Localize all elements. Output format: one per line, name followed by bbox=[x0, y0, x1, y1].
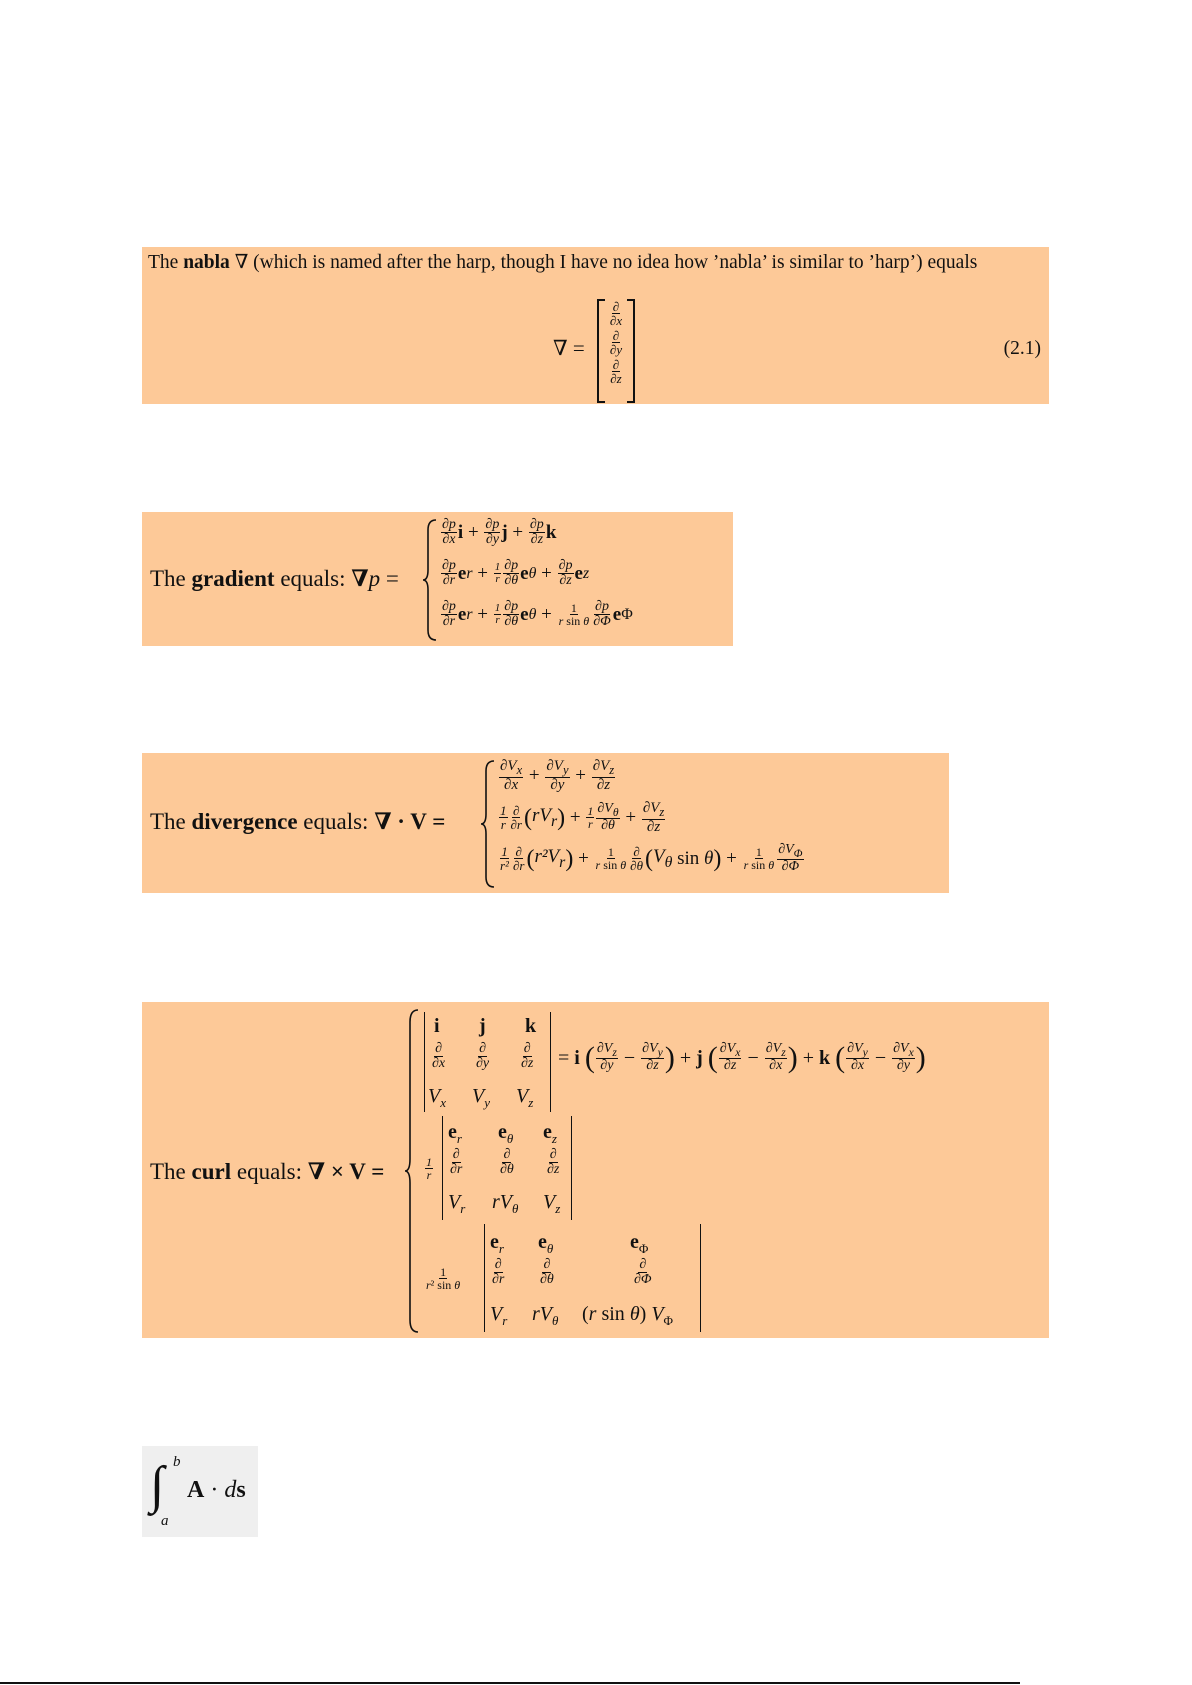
integral-sign-icon: ∫ bbox=[150, 1457, 165, 1514]
equation-number: (2.1) bbox=[1003, 338, 1041, 359]
integral-upper-limit: b bbox=[173, 1454, 181, 1470]
nabla-lhs: ∇ = bbox=[553, 336, 585, 360]
nabla-intro bbox=[148, 253, 977, 273]
gradient-term: gradient bbox=[191, 566, 275, 591]
gradient-pre: The bbox=[150, 566, 192, 591]
dy: ∂y bbox=[609, 342, 623, 357]
left-brace-icon bbox=[480, 759, 496, 889]
nabla-intro-post: ∇ (which is named after the harp, though I have no idea how ’nabla’ is similar to ’harp’) equals bbox=[229, 252, 978, 273]
nabla-component-y bbox=[609, 329, 623, 356]
nabla-component-z bbox=[609, 358, 622, 385]
gradient-row-cylindrical: $\frac{\partial p}{\partial r}$ e r + $\frac{1}{r}$ $\frac{\partial p}{\partial\theta}$ e θ + $\frac{\partial p}{\partial z}$ e z bbox=[442, 558, 590, 588]
divergence-post: equals: bbox=[297, 809, 375, 834]
nabla-vector bbox=[605, 300, 627, 385]
curl-row-2-text bbox=[142, 1002, 143, 1003]
curl-box bbox=[142, 1002, 1049, 1338]
divergence-term: divergence bbox=[191, 809, 298, 834]
curl-label bbox=[150, 1160, 384, 1183]
integral-body bbox=[187, 1478, 246, 1502]
page-bottom-rule bbox=[0, 1682, 1020, 1684]
nabla-box bbox=[142, 247, 1049, 404]
nabla-component-x bbox=[609, 300, 623, 327]
curl-row-spherical: $\frac{1}{\text{r² sin θ}}$ $e_r$ $e_\theta$ $e_\Phi$ $\frac{\partial}{\partial r}$ $\frac{\partial}{\partial\theta}$ $\frac{\partial}{\partial\Phi}$ $V_r$ $rV_\theta$ (r sin θ) $V_\Phi$ bbox=[422, 1224, 722, 1332]
divergence-pre: The bbox=[150, 809, 192, 834]
gradient-label bbox=[150, 567, 399, 590]
curl-term: curl bbox=[191, 1159, 232, 1184]
curl-lhs: ∇ × V = bbox=[307, 1159, 385, 1184]
gradient-row-cartesian: $\frac{\partial p}{\partial x}$ i + $\frac{\partial p}{\partial y}$ j + $\frac{\partial p}{\partial z}$ k bbox=[442, 517, 557, 547]
determinant-bar-left bbox=[424, 1012, 425, 1112]
vector-bracket-right bbox=[627, 299, 635, 403]
vector-s: s bbox=[236, 1477, 246, 1503]
gradient-box bbox=[142, 512, 733, 646]
curl-post: equals: bbox=[231, 1159, 308, 1184]
vector-bracket-left bbox=[597, 299, 605, 403]
fraction: $\frac{\partial p}{\partial x}$ bbox=[442, 517, 456, 547]
gradient-post: equals: bbox=[274, 566, 352, 591]
partial: ∂ bbox=[612, 357, 620, 372]
determinant-bar-right bbox=[550, 1012, 551, 1112]
differential-d: d bbox=[224, 1477, 237, 1503]
curl-row-cylindrical: $\frac{1}{r}$ $e_r$ $e_\theta$ $e_z$ $\frac{\partial}{\partial r}$ $\frac{\partial}{\partial\theta}$ $\frac{\partial}{\partial z}$ $V_r$ $rV_\theta$ $V_z$ bbox=[422, 1116, 622, 1220]
curl-pre: The bbox=[150, 1159, 192, 1184]
fraction: $\frac{\partial p}{\partial y}$ bbox=[485, 517, 500, 547]
nabla-intro-pre: The bbox=[148, 252, 184, 273]
partial: ∂ bbox=[612, 299, 620, 314]
divergence-row-2-text bbox=[0, 0, 1, 1]
dz: ∂z bbox=[610, 371, 622, 386]
divergence-row-spherical: $\frac{1}{\text{r²}}$ $\frac{\partial}{\partial r}$ ( $r^2V_r$ ) + $\frac{1}{\text{r sin θ}}$ $\frac{\partial}{\partial\theta}$ ( $V_\theta$ sin θ ) + $\frac{1}{\text{r sin θ}}$ $\frac{\partial V_\Phi}{\partial\Phi}$ bbox=[500, 842, 803, 875]
integral-box bbox=[142, 1446, 258, 1537]
gradient-var: p bbox=[368, 566, 381, 591]
nabla-bold: ∇ bbox=[351, 566, 369, 591]
integral-lower-limit: a bbox=[161, 1513, 169, 1529]
divergence-row-cartesian: $\frac{\partial V_x}{\partial x}$ + $\frac{\partial V_y}{\partial y}$ + $\frac{\partial V_z}{\partial z}$ bbox=[500, 758, 615, 793]
left-brace-icon bbox=[422, 518, 438, 642]
dx: ∂x bbox=[609, 313, 623, 328]
nabla-term: nabla bbox=[183, 252, 230, 273]
partial: ∂ bbox=[612, 328, 620, 343]
gradient-row-spherical: $\frac{\partial p}{\partial r}$ e r + $\frac{1}{r}$ $\frac{\partial p}{\partial\theta}$ e θ + $\frac{1}{\text{r sin θ}}$ $\frac{\partial p}{\partial\Phi}$ e Φ bbox=[442, 599, 633, 629]
curl-row-cartesian: i j k $\frac{\partial}{\partial x}$ $\frac{\partial}{\partial y}$ $\frac{\partial}{\partial z}$ $V_x$ $V_y$ $V_z$ = i ( $\frac{\partial V_z}{\partial y}$ − $\frac{\partial V_y}{\partial z}$ ) + j ( $\frac{\partial V_x}{\partial z}$ − $\frac{\partial V_z}{\partial x}$ ) + k ( $\frac{\partial V_y}{\partial x}$ − $\frac{\partial V_x}{\partial y}$ ) bbox=[422, 1010, 1182, 1114]
fraction: $\frac{\partial p}{\partial z}$ bbox=[529, 517, 544, 547]
equals: = bbox=[380, 566, 399, 591]
divergence-label bbox=[150, 810, 445, 833]
divergence-box bbox=[142, 753, 949, 893]
divergence-row-cylindrical: $\frac{1}{r}$ $\frac{\partial}{\partial r}$ ( $rV_r$ ) + $\frac{1}{r}$ $\frac{\partial V_\theta}{\partial\theta}$ + $\frac{\partial V_z}{\partial z}$ bbox=[500, 800, 665, 835]
divergence-lhs: ∇ · V = bbox=[374, 809, 446, 834]
vector-a: A bbox=[187, 1477, 205, 1503]
dot-operator: · bbox=[204, 1477, 225, 1503]
left-brace-icon bbox=[404, 1008, 420, 1334]
